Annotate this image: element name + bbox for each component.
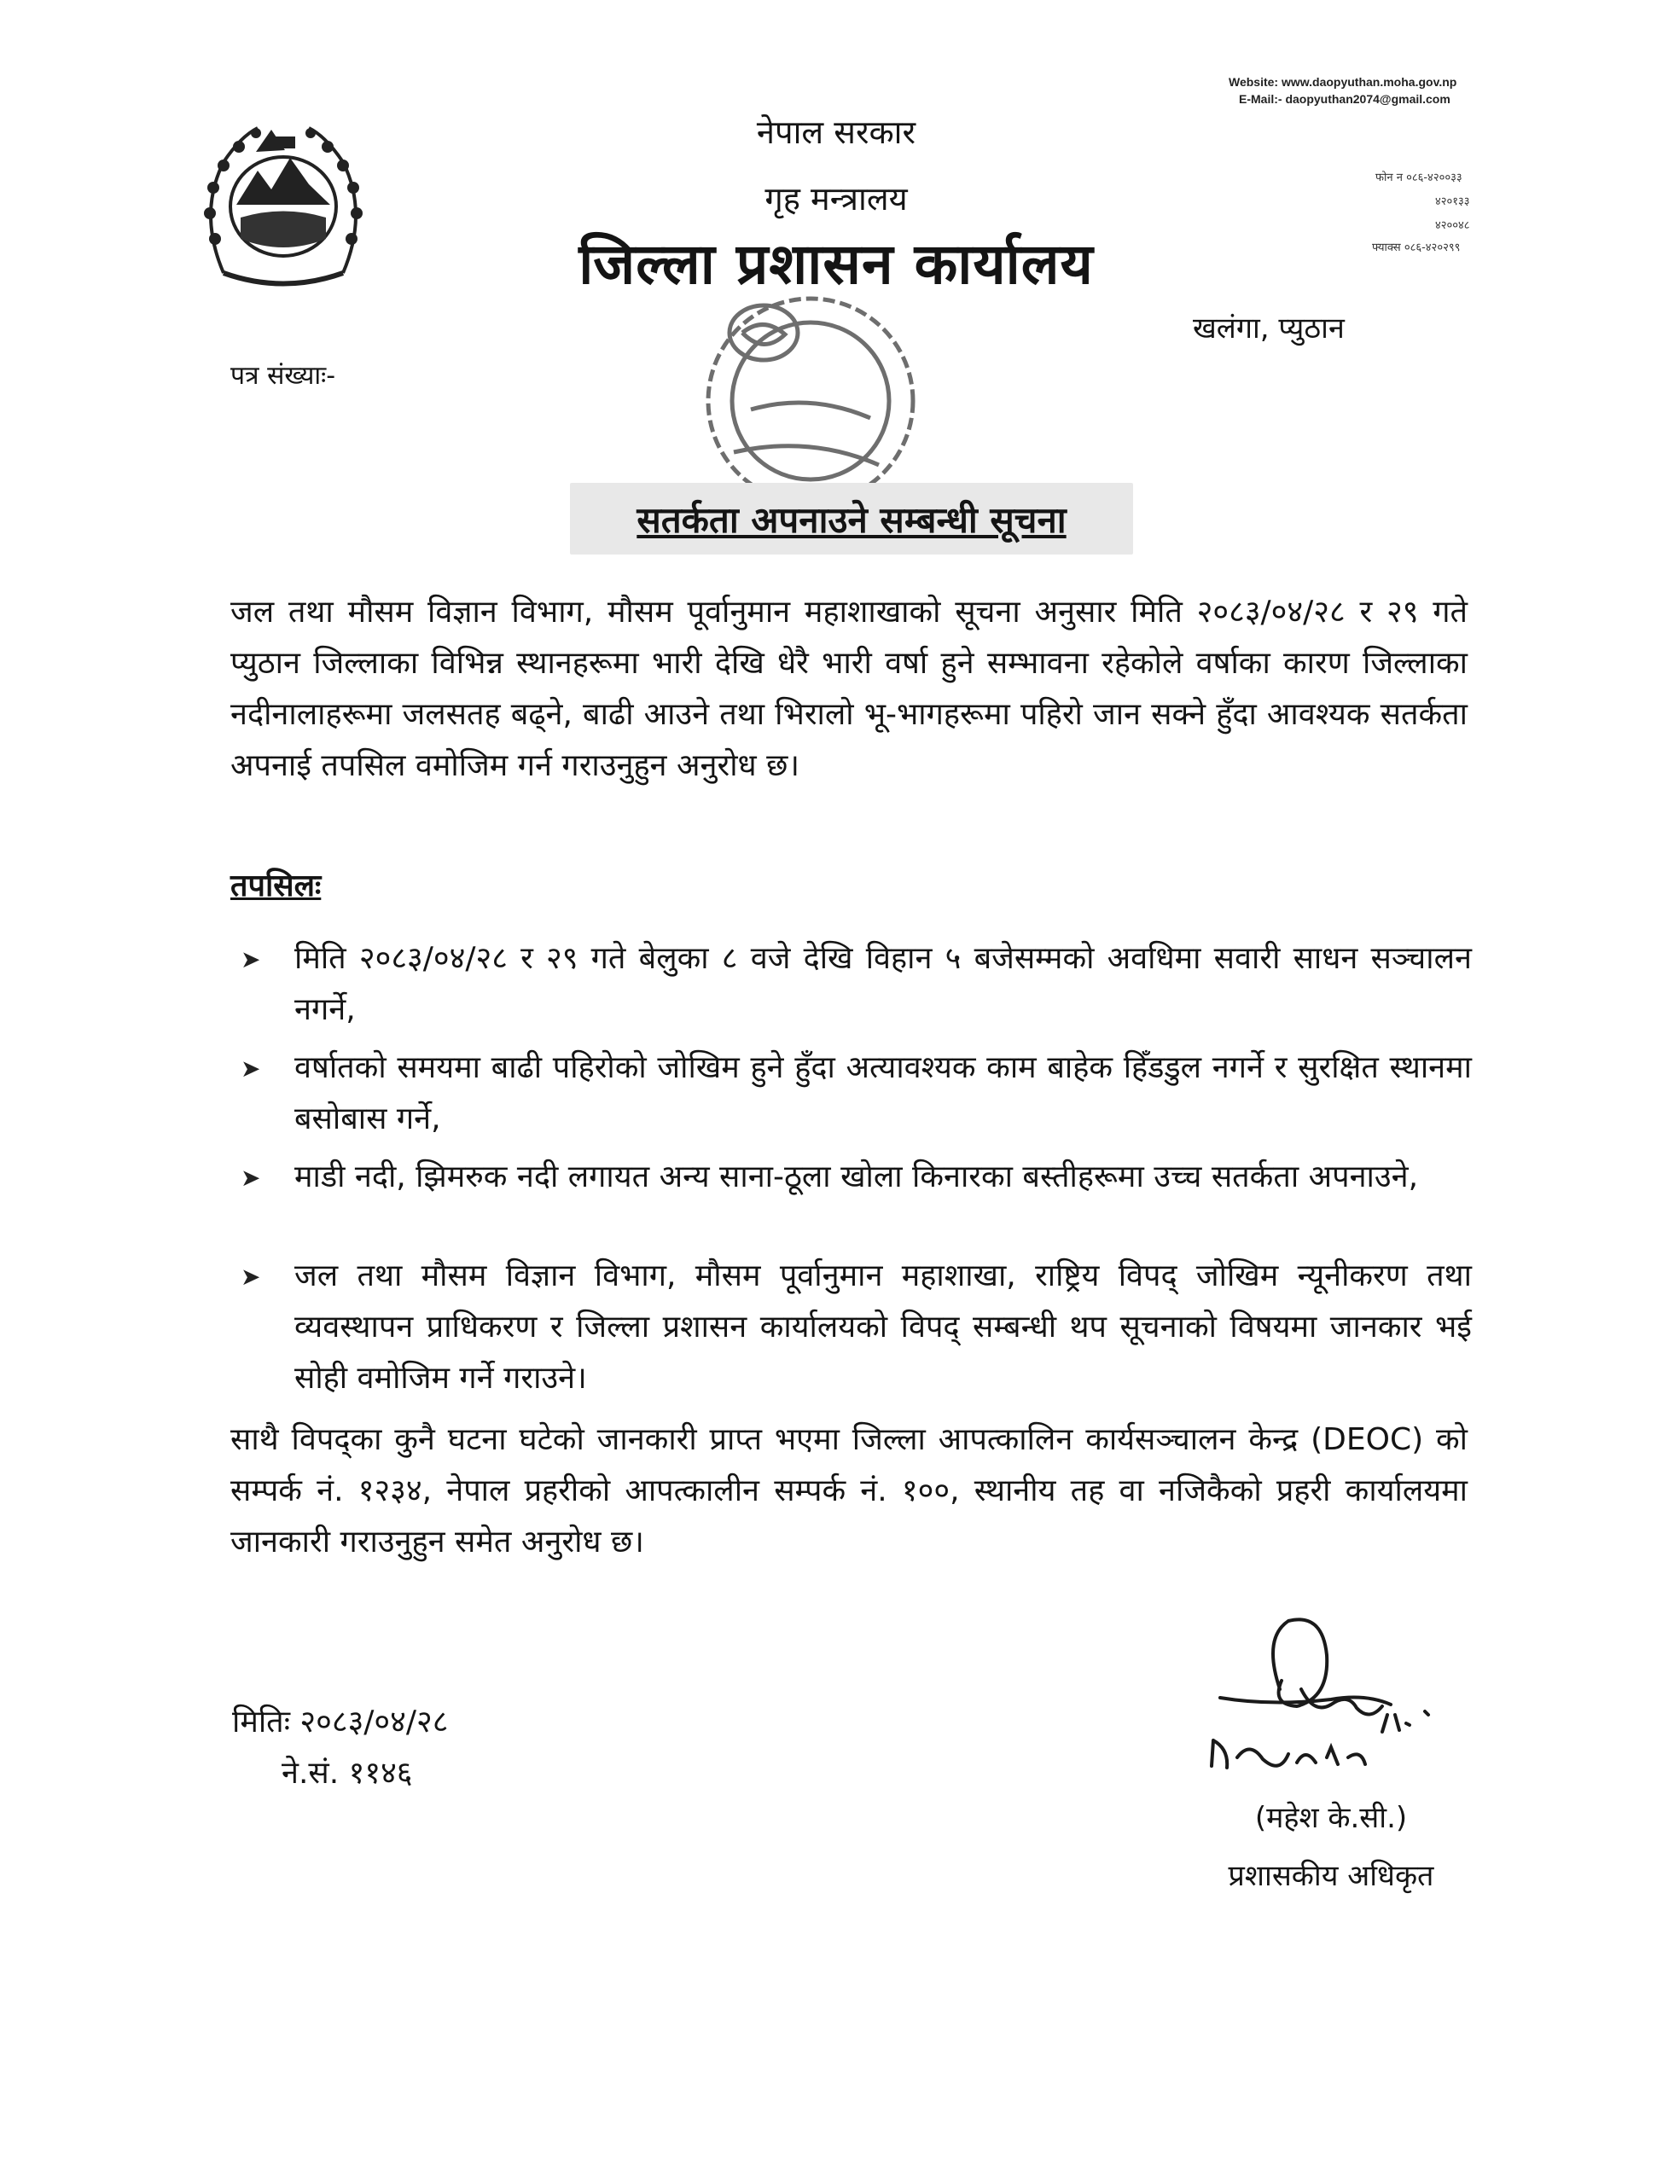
list-item: जल तथा मौसम विज्ञान विभाग, मौसम पूर्वानुमान महाशाखा, राष्ट्रिय विपद् जोखिम न्यूनीकरण तथा व्यवस्थापन प्राधिकरण र जिल्ला प्रशासन कार्यालयको विपद् सम्बन्धी थप सूचनाको विषयमा जानकार भई सोही वमोजिम गर्ने गराउने। <box>294 1258 1472 1396</box>
office-title: जिल्ला प्रशासन कार्यालय <box>578 231 1094 297</box>
list-item: मिति २०८३/०४/२८ र २९ गते बेलुका ८ वजे देखि विहान ५ बजेसम्मको अवधिमा सवारी साधन सञ्चालन नगर्ने, <box>294 941 1472 1027</box>
arrowhead-bullet-icon: ➤ <box>241 1164 261 1192</box>
signer-designation: प्रशासकीय अधिकृत <box>1228 1859 1434 1893</box>
handwritten-signature-icon <box>1186 1604 1468 1800</box>
phone-line-1: फोन न ०८६-४२००३३ <box>1375 171 1462 184</box>
arrowhead-bullet-icon: ➤ <box>241 945 261 973</box>
arrowhead-bullet-icon: ➤ <box>241 1263 261 1291</box>
letter-number-label: पत्र संख्याः- <box>230 361 336 391</box>
fax-line: फ्याक्स ०८६-४२०२९९ <box>1372 241 1461 254</box>
intro-paragraph: जल तथा मौसम विज्ञान विभाग, मौसम पूर्वानुमान महाशाखाको सूचना अनुसार मिति २०८३/०४/२८ र २९ गते प्युठान जिल्लाका विभिन्न स्थानहरूमा भारी देखि धेरै भारी वर्षा हुने सम्भावना रहेकोले वर्षाका कारण जिल्लाका नदीनालाहरूमा जलसतह बढ्ने, बाढी आउने तथा भिरालो भू-भागहरूमा पहिरो जान सक्ने हुँदा आवश्यक सतर्कता अपनाई तपसिल वमोजिम गर्न गराउनुहुन अनुरोध छ। <box>230 595 1468 783</box>
closing-paragraph: साथै विपद्‌का कुनै घटना घटेको जानकारी प्राप्त भएमा जिल्ला आपत्कालिन कार्यसञ्चालन केन्द्र (DEOC) को सम्पर्क नं. १२३४, नेपाल प्रहरीको आपत्कालीन सम्पर्क नं. १००, स्थानीय तह वा नजिकैको प्रहरी कार्यालयमा जानकारी गराउनुहुन समेत अनुरोध छ। <box>230 1422 1468 1560</box>
nepal-government-emblem-icon <box>189 111 377 299</box>
website-link[interactable]: Website: www.daopyuthan.moha.gov.np <box>1229 75 1457 89</box>
list-item: माडी नदी, झिमरुक नदी लगायत अन्य साना-ठूला खोला किनारका बस्तीहरूमा उच्च सतर्कता अपनाउने, <box>294 1159 1419 1194</box>
arrowhead-bullet-icon: ➤ <box>241 1054 261 1083</box>
notice-subject: सतर्कता अपनाउने सम्बन्धी सूचना <box>637 499 1067 541</box>
email-link[interactable]: E-Mail:- daopyuthan2074@gmail.com <box>1239 92 1450 106</box>
government-title: नेपाल सरकार <box>756 113 916 151</box>
details-heading: तपसिलः <box>230 868 322 903</box>
signer-name: (महेश के.सी.) <box>1254 1801 1408 1835</box>
office-location: खलंगा, प्युठान <box>1193 311 1345 346</box>
ministry-title: गृह मन्त्रालय <box>764 180 908 218</box>
phone-line-2: ४२०१३३ <box>1435 195 1470 208</box>
issue-date: मितिः २०८३/०४/२८ <box>232 1705 449 1740</box>
list-item: वर्षातको समयमा बाढी पहिरोको जोखिम हुने हुँदा अत्यावश्यक काम बाहेक हिँडडुल नगर्ने र सुरक्षित स्थानमा बसोबास गर्ने, <box>294 1050 1472 1136</box>
phone-line-3: ४२००४८ <box>1435 219 1470 232</box>
nepal-sambat-year: ने.सं. ११४६ <box>282 1756 413 1791</box>
